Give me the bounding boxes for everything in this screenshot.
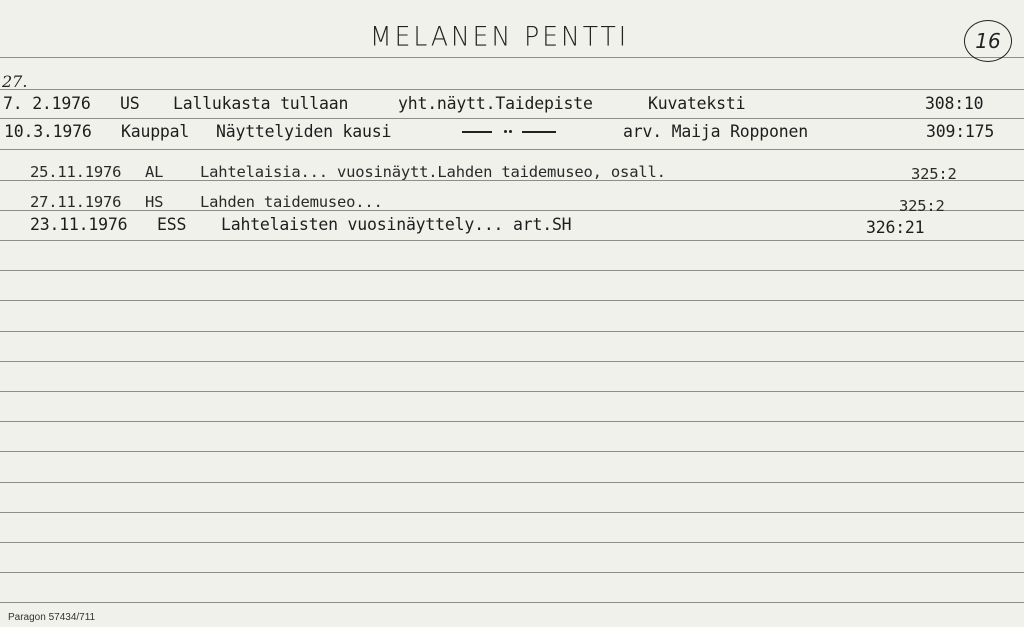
ditto-dot xyxy=(504,130,507,133)
entry-date: 7. 2.1976 xyxy=(3,94,91,113)
entry-ref: 326:21 xyxy=(866,218,925,237)
header-rule xyxy=(0,57,1024,58)
entry-headline: Lahtelaisten vuosinäyttely... art.SH xyxy=(221,215,572,234)
entry-date: 27.11.1976 xyxy=(30,193,122,211)
ruled-line xyxy=(0,602,1024,603)
entry-source: ESS xyxy=(157,215,187,234)
ruled-line xyxy=(0,361,1024,362)
ruled-line xyxy=(0,391,1024,392)
entry-note: Kuvateksti xyxy=(648,94,746,113)
ruled-line xyxy=(0,421,1024,422)
entry-ref: 325:2 xyxy=(899,197,945,215)
ruled-line xyxy=(0,512,1024,513)
entry-headline: Lallukasta tullaan xyxy=(173,94,349,113)
entry-source: US xyxy=(120,94,140,113)
ruled-line xyxy=(0,270,1024,271)
entry-note: arv. Maija Ropponen xyxy=(623,122,808,141)
ruled-line xyxy=(0,542,1024,543)
printer-imprint: Paragon 57434/711 xyxy=(8,612,96,623)
ruled-line xyxy=(0,572,1024,573)
ruled-line xyxy=(0,118,1024,119)
ruled-line xyxy=(0,149,1024,150)
ruled-line xyxy=(0,482,1024,483)
ditto-dash xyxy=(462,131,492,133)
entry-headline: Lahtelaisia... vuosinäytt.Lahden taidemuseo, osall. xyxy=(200,163,666,181)
ruled-line xyxy=(0,89,1024,90)
handwritten-prefix: 27. xyxy=(2,72,28,91)
card-number-circle: 16 xyxy=(964,20,1012,62)
entry-date: 10.3.1976 xyxy=(4,122,92,141)
entry-event: yht.näytt.Taidepiste xyxy=(398,94,593,113)
ruled-line xyxy=(0,451,1024,452)
entry-ref: 309:175 xyxy=(926,122,995,141)
ditto-dot xyxy=(509,130,512,133)
entry-date: 25.11.1976 xyxy=(30,163,122,181)
ditto-dash xyxy=(522,131,556,133)
ruled-line xyxy=(0,331,1024,332)
entry-source: HS xyxy=(145,193,164,211)
entry-ref: 308:10 xyxy=(925,94,984,113)
entry-ref: 325:2 xyxy=(911,165,957,183)
entry-source: Kauppal xyxy=(121,122,190,141)
card-title: MELANEN PENTTI xyxy=(370,21,630,52)
entry-headline: Lahden taidemuseo... xyxy=(200,193,383,211)
entry-date: 23.11.1976 xyxy=(30,215,128,234)
entry-headline: Näyttelyiden kausi xyxy=(216,122,392,141)
entry-source: AL xyxy=(145,163,164,181)
ruled-line xyxy=(0,300,1024,301)
ruled-line xyxy=(0,240,1024,241)
